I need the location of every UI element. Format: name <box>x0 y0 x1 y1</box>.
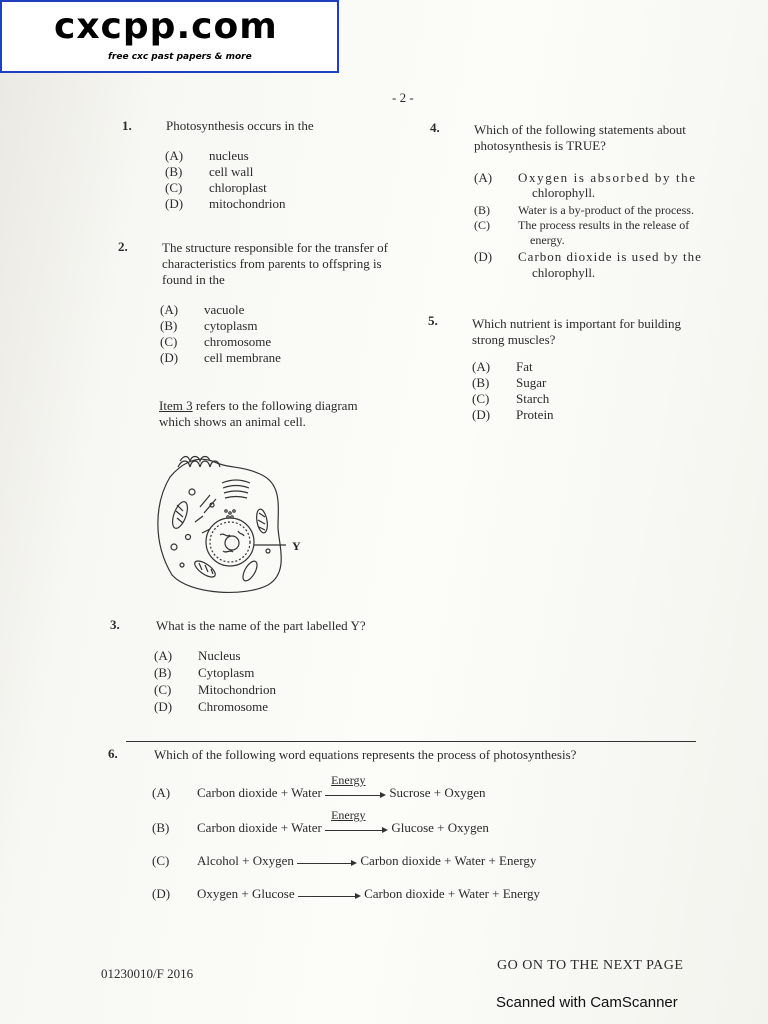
animal-cell-diagram <box>150 447 310 597</box>
reaction-arrow: Energy <box>325 821 388 837</box>
q2-stem-line3: found in the <box>162 272 225 287</box>
watermark-logo[interactable] <box>0 0 339 73</box>
q4-number: 4. <box>430 120 440 135</box>
paper-code: 01230010/F 2016 <box>101 966 194 981</box>
golgi-body <box>222 480 250 483</box>
q3-number: 3. <box>110 617 120 632</box>
q4-option-c-cont: energy. <box>530 233 565 247</box>
q2-option-b: (B) cytoplasm <box>160 318 258 333</box>
q6-option-c: (C) Alcohol + Oxygen Carbon dioxide + Water + Energy <box>152 853 536 870</box>
q1-option-c: (C) chloroplast <box>165 180 267 195</box>
q2-option-c: (C) chromosome <box>160 334 272 349</box>
watermark-title: cxcpp.com <box>54 6 278 47</box>
scanner-watermark: Scanned with CamScanner <box>496 994 678 1011</box>
page-number: - 2 - <box>392 90 414 105</box>
q2-stem-line1: The structure responsible for the transfer of <box>162 240 388 255</box>
q5-option-d: (D) Protein <box>472 407 554 422</box>
q3-stem: What is the name of the part labelled Y? <box>156 618 366 633</box>
q5-option-b: (B) Sugar <box>472 375 547 390</box>
q5-stem-line1: Which nutrient is important for building <box>472 316 682 331</box>
nucleus <box>206 518 254 566</box>
q6-number: 6. <box>108 746 118 761</box>
q4-stem-line2: photosynthesis is TRUE? <box>474 138 606 153</box>
q5-option-a: (A) Fat <box>472 359 533 374</box>
nucleolus <box>225 536 239 550</box>
q6-stem: Which of the following word equations represents the process of photosynthesis? <box>154 747 577 762</box>
q3-option-d: (D) Chromosome <box>154 699 269 714</box>
go-on-next-page: GO ON TO THE NEXT PAGE <box>497 958 684 973</box>
q1-option-a: (A) nucleus <box>165 148 249 163</box>
q3-option-a: (A) Nucleus <box>154 648 241 663</box>
q4-option-d: (D) Carbon dioxide is used by the <box>474 249 702 264</box>
q2-number: 2. <box>118 239 128 254</box>
q4-stem-line1: Which of the following statements about <box>474 122 686 137</box>
q3-option-b: (B) Cytoplasm <box>154 665 255 680</box>
q4-option-d-cont: chlorophyll. <box>532 265 596 280</box>
reaction-arrow <box>298 887 361 903</box>
q6-option-d: (D) Oxygen + Glucose Carbon dioxide + Water + Energy <box>152 886 540 903</box>
cell-membrane <box>158 459 281 592</box>
q6-option-a: (A) Carbon dioxide + Water Energy Sucrose + Oxygen <box>152 785 485 802</box>
q1-option-d: (D) mitochondrion <box>165 196 286 211</box>
reaction-arrow <box>297 854 357 870</box>
label-y: Y <box>292 539 301 553</box>
item3-intro-line2: which shows an animal cell. <box>159 414 306 429</box>
q6-option-b: (B) Carbon dioxide + Water Energy Glucose + Oxygen <box>152 820 489 837</box>
q1-stem: Photosynthesis occurs in the <box>166 118 314 133</box>
q5-number: 5. <box>428 313 438 328</box>
q2-option-d: (D) cell membrane <box>160 350 281 365</box>
q4-option-c: (C) The process results in the release of <box>474 218 690 232</box>
watermark-subtitle: free cxc past papers & more <box>108 52 252 62</box>
q2-stem-line2: characteristics from parents to offspring is <box>162 256 382 271</box>
reaction-arrow: Energy <box>325 786 386 802</box>
q5-stem-line2: strong muscles? <box>472 332 556 347</box>
q1-option-b: (B) cell wall <box>165 164 254 179</box>
item3-label: Item 3 <box>159 398 193 413</box>
q2-option-a: (A) vacuole <box>160 302 245 317</box>
q5-option-c: (C) Starch <box>472 391 550 406</box>
section-divider <box>126 741 696 742</box>
q4-option-a-cont: chlorophyll. <box>532 185 596 200</box>
q1-number: 1. <box>122 118 132 133</box>
q3-option-c: (C) Mitochondrion <box>154 682 276 697</box>
q4-option-a: (A) Oxygen is absorbed by the <box>474 170 697 185</box>
q4-option-b: (B) Water is a by-product of the process. <box>474 203 694 217</box>
item3-intro-line1: Item 3 refers to the following diagram <box>159 398 358 413</box>
